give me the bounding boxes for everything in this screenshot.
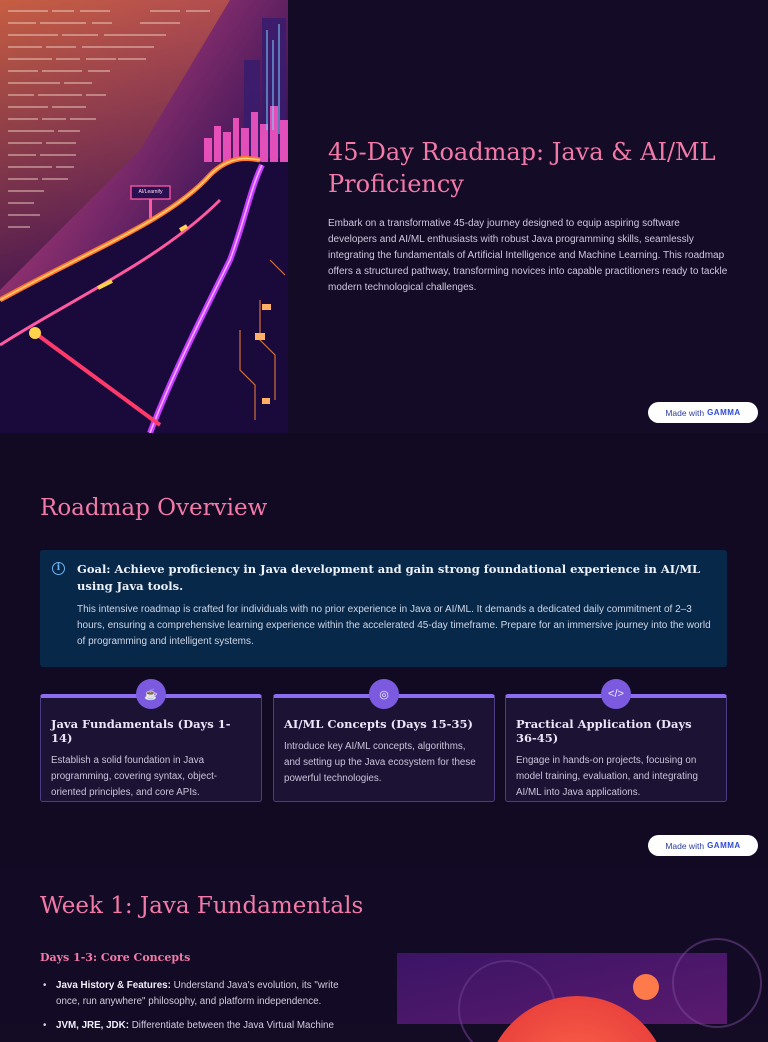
card-text: Introduce key AI/ML concepts, algorithms, and setting up the Java ecosystem for these powerful technologies. [284, 741, 476, 784]
goal-heading: Goal: Achieve proficiency in Java development and gain strong foundational experience in AI/ML using Java tools. [77, 562, 701, 593]
hero-slide [0, 0, 768, 433]
made-with-gamma-badge[interactable] [648, 835, 758, 856]
days-subtitle: Days 1-3: Core Concepts [40, 951, 191, 964]
list-item-label: JVM, JRE, JDK: [56, 1020, 129, 1031]
card-title: Java Fundamentals (Days 1-14) [51, 717, 231, 745]
java-cup-icon: ☕ [136, 679, 166, 709]
info-icon: i [52, 562, 65, 575]
page-title: 45-Day Roadmap: Java & AI/ML Proficiency [328, 138, 716, 198]
list-item-text: Understand Java's evolution, its "write once, run anywhere" philosophy, and platform independence. [56, 980, 339, 1007]
hero-description: Embark on a transformative 45-day journey designed to equip aspiring software developers and AI/ML enthusiasts with robust Java programming skills, seamlessly integrating the fundamentals of Artificial Intelligence and Machine Learning. This roadmap offers a structured pathway, transforming novices into capable practitioners ready to tackle modern technological challenges. [328, 218, 728, 293]
made-with-gamma-badge[interactable] [648, 402, 758, 423]
overview-title: Roadmap Overview [40, 495, 268, 521]
list-item-text: Differentiate between the Java Virtual Machine [131, 1020, 334, 1031]
goal-callout [40, 550, 727, 667]
list-item-label: Java History & Features: [56, 980, 171, 991]
road-sign-text: AI/Learnify [138, 189, 163, 195]
badge-prefix: Made with [665, 840, 705, 851]
brain-icon: ◎ [369, 679, 399, 709]
planet-illustration [397, 953, 727, 1024]
overview-slide [0, 433, 768, 866]
card-title: Practical Application (Days 36-45) [516, 717, 692, 745]
badge-prefix: Made with [665, 407, 705, 418]
week1-title: Week 1: Java Fundamentals [40, 893, 364, 919]
list-item [40, 978, 360, 1010]
gamma-logo: GAMMA [707, 408, 741, 417]
card-text: Engage in hands-on projects, focusing on model training, evaluation, and integrating AI/ML into Java applications. [516, 755, 698, 798]
code-icon: </> [601, 679, 631, 709]
topic-list [40, 978, 360, 1042]
gamma-logo: GAMMA [707, 841, 741, 850]
card-java-fundamentals [40, 688, 262, 802]
neon-road-city-illustration [0, 0, 288, 433]
card-practical-application [505, 688, 727, 802]
list-item [40, 1018, 360, 1034]
card-text: Establish a solid foundation in Java programming, covering syntax, object-oriented principles, and core APIs. [51, 755, 218, 798]
card-title: AI/ML Concepts (Days 15-35) [284, 717, 473, 731]
card-aiml-concepts [273, 688, 495, 802]
goal-text: This intensive roadmap is crafted for individuals with no prior experience in Java or AI/ML. It demands a dedicated daily commitment of 2–3 hours, ensuring a comprehensive learning experience within the accelerated 45-day timeframe. Prepare for an immersive journey into the world of programming and intelligent systems. [77, 604, 711, 647]
week1-slide [0, 866, 768, 1031]
